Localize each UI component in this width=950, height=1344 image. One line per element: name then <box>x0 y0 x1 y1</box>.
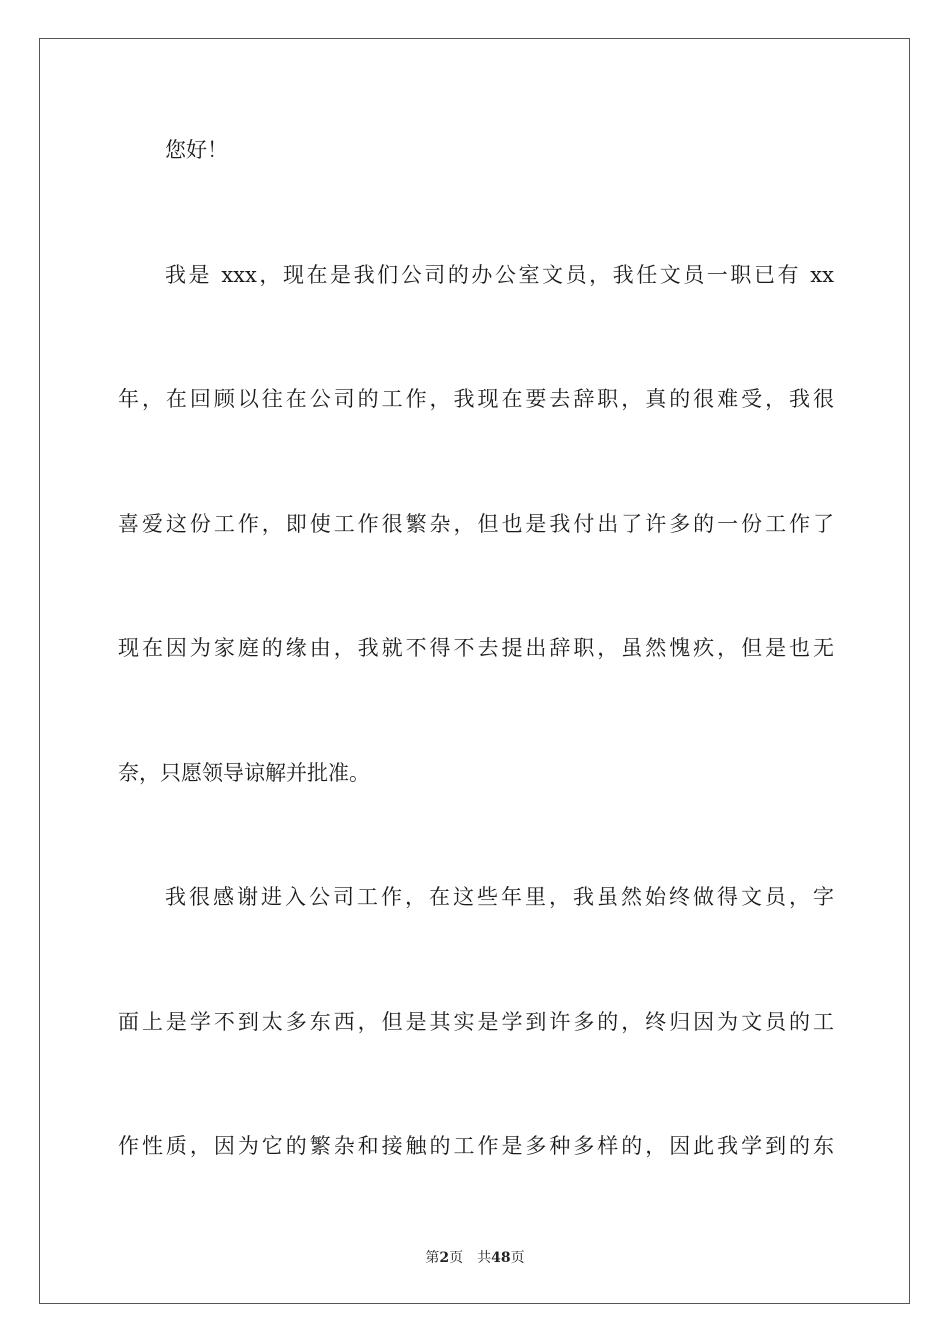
paragraph-2-line-3: 作性质，因为它的繁杂和接触的工作是多种多样的，因此我学到的东 <box>118 1134 834 1158</box>
paragraph-1-line-2: 年，在回顾以往在公司的工作，我现在要去辞职，真的很难受，我很 <box>118 387 834 411</box>
paragraph-1-line-4: 现在因为家庭的缘由，我就不得不去提出辞职，虽然愧疚，但是也无 <box>118 636 834 660</box>
page-label-suffix: 页 <box>449 1250 464 1266</box>
paragraph-1-line-3: 喜爱这份工作，即使工作很繁杂，但也是我付出了许多的一份工作了 <box>118 512 834 536</box>
greeting-line: 您好！ <box>165 138 228 162</box>
paragraph-1-line-5: 奈，只愿领导谅解并批准。 <box>118 761 370 785</box>
paragraph-1-line-1: 我是 xxx，现在是我们公司的办公室文员，我任文员一职已有 xx <box>165 263 834 287</box>
total-pages: 48 <box>491 1250 511 1266</box>
paragraph-2-line-2: 面上是学不到太多东西，但是其实是学到许多的，终归因为文员的工 <box>118 1010 834 1034</box>
page-footer <box>0 1249 950 1267</box>
paragraph-2-line-1: 我很感谢进入公司工作，在这些年里，我虽然始终做得文员，字 <box>165 885 834 909</box>
page-number: 2 <box>439 1250 450 1266</box>
total-label-suffix: 页 <box>510 1250 525 1266</box>
total-label-prefix: 共 <box>477 1250 492 1266</box>
page-label-prefix: 第 <box>425 1250 440 1266</box>
page-border <box>39 38 910 1304</box>
